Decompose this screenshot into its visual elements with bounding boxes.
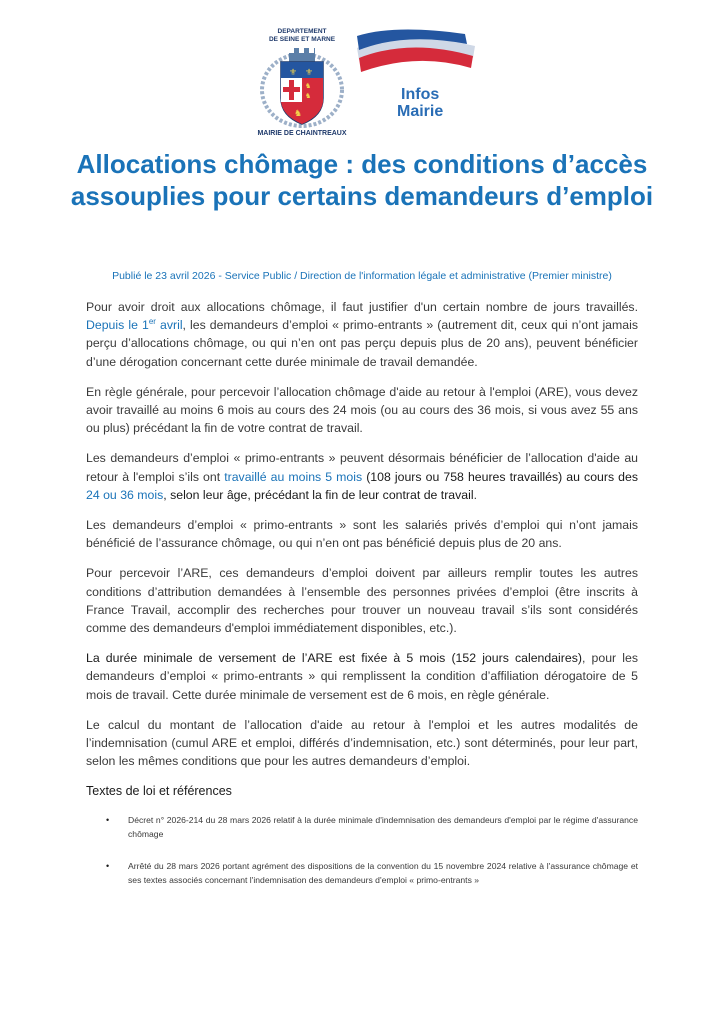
paragraph-definition: Les demandeurs d’emploi « primo-entrants » sont les salariés privés d’emploi qui n’ont jamais bénéficié de l’assurance chômage, ou qui n’en ont pas bénéficié depuis plus de 20 ans. bbox=[86, 518, 638, 551]
article-body bbox=[86, 298, 638, 905]
crest-mairie-text: MAIRIE DE CHAINTREAUX bbox=[257, 130, 347, 137]
reference-item[interactable] bbox=[86, 813, 638, 841]
mairie-line: Mairie bbox=[397, 103, 444, 120]
intro-text-rest: , les demandeurs d’emploi « primo-entrants » (autrement dit, ceux qui n’ont jamais perçu d’allocations chômage, ou qui n’en ont pas perçu depuis plus de 20 ans), peuvent bénéficier d’une dérogation concernant cette durée minimale de travail demandée. bbox=[86, 318, 638, 369]
date-link-month: avril bbox=[155, 318, 183, 333]
section-title-references: Textes de loi et références bbox=[86, 784, 232, 799]
header bbox=[0, 22, 724, 140]
crest-department-text: DEPARTEMENT DE SEINE ET MARNE bbox=[268, 28, 336, 43]
duration-highlight: La durée minimale de versement de l’ARE est fixée à 5 mois (152 jours calendaires) bbox=[86, 651, 582, 666]
infos-line: Infos bbox=[401, 86, 440, 103]
intro-text: Pour avoir droit aux allocations chômage, il faut justifier d'un certain nombre de jours travaillés. bbox=[86, 300, 638, 314]
reference-item[interactable] bbox=[86, 859, 638, 887]
primo-text: Les demandeurs d’emploi « primo-entrants » peuvent désormais bénéficier de l’allocation d'aide au retour à l'emploi s’ils ont bbox=[86, 451, 638, 484]
reference-text: Arrêté du 28 mars 2026 portant agrément des dispositions de la convention du 15 novembre 2024 relative à l'assurance chômage et ses textes associés concernant l'indemnisation des demandeurs d'emploi « primo-entrants » bbox=[128, 860, 638, 885]
crest-logo bbox=[252, 28, 352, 137]
references-list bbox=[86, 813, 638, 887]
svg-text:⚜: ⚜ bbox=[305, 67, 314, 77]
paragraph-duration bbox=[86, 649, 638, 704]
paragraph-primo-entrants bbox=[86, 449, 638, 504]
reference-text: Décret n° 2026-214 du 28 mars 2026 relatif à la durée minimale d'indemnisation des demandeurs d'emploi par le régime d'assurance chômage bbox=[128, 814, 638, 839]
paragraph-calculation: Le calcul du montant de l’allocation d'aide au retour à l'emploi et les autres modalités de l’indemnisation (cumul ARE et emploi, différés d’indemnisation, etc.) sont déterminés, pour leur part, selon les mêmes conditions que pour les autres demandeurs d’emploi. bbox=[86, 717, 638, 769]
primo-period: . bbox=[473, 487, 478, 502]
coat-of-arms-icon bbox=[259, 46, 345, 128]
paragraph-intro bbox=[86, 298, 638, 371]
paragraph-conditions: Pour percevoir l’ARE, ces demandeurs d’emploi doivent par ailleurs remplir toutes les autres conditions d’attribution demandées à l’ensemble des personnes privées d’emploi (être inscrits à France Travail, accomplir des recherches pour trouver un nouveau travail s’ils sont considérés comme des demandeurs d'emploi immédiatement disponibles, etc.). bbox=[86, 566, 638, 636]
publication-line: Publié le 23 avril 2026 - Service Public / Direction de l'information légale et administrative (Premier ministre) bbox=[112, 270, 612, 282]
highlight-24-36-months[interactable]: 24 ou 36 mois bbox=[86, 487, 164, 502]
svg-text:♞: ♞ bbox=[294, 108, 303, 118]
date-link[interactable] bbox=[86, 318, 183, 332]
infos-mairie-text bbox=[397, 86, 443, 120]
svg-text:♞: ♞ bbox=[305, 93, 312, 100]
date-link-text: Depuis le 1 bbox=[86, 318, 149, 333]
duration-text: , pour les demandeurs d’emploi « primo-entrants » qui remplissent la condition d’affiliation dérogatoire de 5 mois de travail. Cette durée minimale de versement est de 6 mois, en règle générale. bbox=[86, 651, 638, 702]
svg-text:♞: ♞ bbox=[305, 83, 312, 90]
bullet-icon: • bbox=[106, 860, 110, 871]
flag-swoosh-icon bbox=[355, 28, 477, 88]
svg-text:⚜: ⚜ bbox=[289, 67, 298, 77]
bullet-icon: • bbox=[106, 814, 110, 825]
paragraph-general-rule: En règle générale, pour percevoir l’allocation chômage d'aide au retour à l'emploi (ARE), vous devez avoir travaillé au moins 6 mois au cours des 24 mois (ou au cours des 36 mois, si vous avez 55 ans ou plus) précédant la fin de votre contrat de travail. bbox=[86, 384, 638, 436]
date-superscript: er bbox=[148, 317, 156, 327]
primo-detail-end: , selon leur âge, précédant la fin de leur contrat de travail bbox=[163, 487, 474, 502]
page-title: Allocations chômage : des conditions d’accès assouplies pour certains demandeurs d’emploi bbox=[70, 149, 654, 211]
highlight-5-months[interactable]: travaillé au moins 5 mois bbox=[224, 469, 363, 484]
primo-detail: (108 jours ou 758 heures travaillés) au cours des bbox=[362, 469, 639, 484]
infos-mairie-logo bbox=[355, 28, 477, 128]
